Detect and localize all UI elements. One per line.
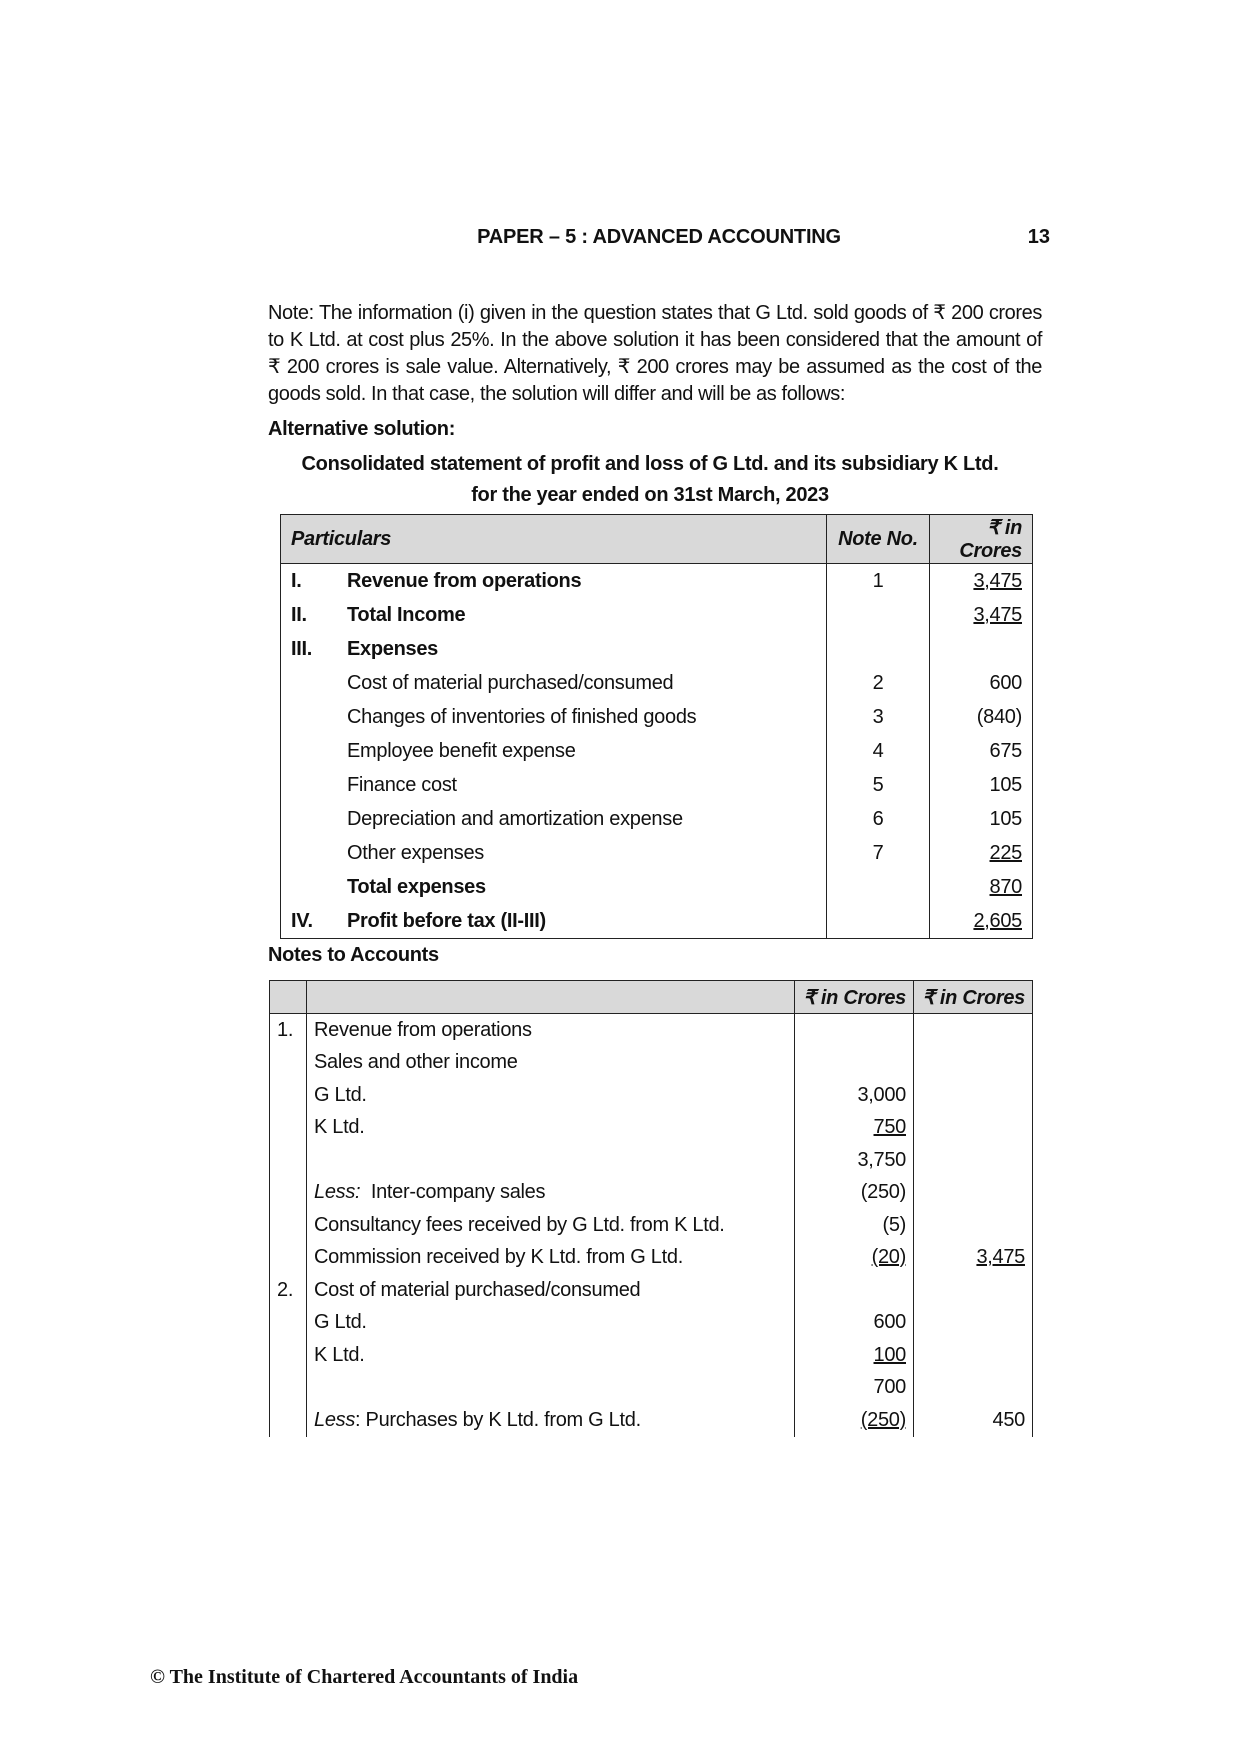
row-amount: 600 [930,666,1033,700]
row-amount [930,632,1033,666]
note-label: G Ltd. [307,1079,795,1112]
note-col2 [914,1307,1033,1340]
header-col2: ₹ in Crores [914,981,1033,1014]
note-index [270,1144,307,1177]
note-index [270,1177,307,1210]
header-note-no: Note No. [827,515,930,564]
row-label: Revenue from operations [337,564,827,599]
table-row [281,734,1033,768]
row-amount: 870 [989,875,1022,898]
row-label: Cost of material purchased/consumed [337,666,827,700]
note-index [270,1404,307,1437]
profit-loss-table [280,514,1033,939]
note-label: Cost of material purchased/consumed [307,1274,795,1307]
note-index [270,1339,307,1372]
row-amount: 105 [930,768,1033,802]
row-note: 1 [827,564,930,599]
row-number [281,666,338,700]
note-col1 [795,1047,914,1080]
note-col2 [914,1274,1033,1307]
row-number [281,734,338,768]
page-header [268,226,1050,252]
note-label: K Ltd. [307,1339,795,1372]
header-title: PAPER – 5 : ADVANCED ACCOUNTING [477,226,841,248]
statement-title: Consolidated statement of profit and loss of G Ltd. and its subsidiary K Ltd. [301,453,999,475]
row-note [827,598,930,632]
row-label: Total Income [337,598,827,632]
row-number [281,836,338,870]
row-note [827,632,930,666]
row-note [827,870,930,904]
less-label: Less: [314,1181,361,1204]
table-header-row [270,981,1033,1014]
table-row [270,1339,1033,1372]
table-row [270,1112,1033,1145]
less-label: Less [314,1408,356,1431]
note-label [307,1372,795,1405]
row-label: Profit before tax (II-III) [337,904,827,939]
table-row [281,598,1033,632]
table-row [270,1144,1033,1177]
row-note: 6 [827,802,930,836]
row-number [281,700,338,734]
note-col1: 100 [873,1343,906,1366]
note-label: Consultancy fees received by G Ltd. from K Ltd. [307,1209,795,1242]
table-row [270,1047,1033,1080]
row-label: Other expenses [337,836,827,870]
note-label [307,1144,795,1177]
table-row [270,1079,1033,1112]
table-row [281,632,1033,666]
table-row [270,1014,1033,1047]
note-col1 [795,1274,914,1307]
table-row [270,1177,1033,1210]
row-number [281,802,338,836]
row-label: Changes of inventories of finished goods [337,700,827,734]
row-amount: 2,605 [973,909,1022,932]
table-row [281,666,1033,700]
note-col1 [795,1014,914,1047]
note-label: Revenue from operations [307,1014,795,1047]
row-amount: 3,475 [973,603,1022,626]
table-row [281,802,1033,836]
row-note: 7 [827,836,930,870]
row-amount: 675 [930,734,1033,768]
note-col1: (250) [795,1177,914,1210]
note-col2 [914,1209,1033,1242]
row-label: Depreciation and amortization expense [337,802,827,836]
note-col2 [914,1112,1033,1145]
table-row [281,836,1033,870]
note-label: Commission received by K Ltd. from G Ltd. [307,1242,795,1275]
row-number: I. [281,564,338,599]
row-note: 4 [827,734,930,768]
note-col1: (250) [860,1408,906,1431]
row-note: 2 [827,666,930,700]
row-amount: 105 [930,802,1033,836]
row-number [281,870,338,904]
note-col2 [914,1014,1033,1047]
note-label: : Purchases by K Ltd. from G Ltd. [355,1408,641,1431]
note-col1: (20) [871,1246,906,1269]
note-col2 [914,1144,1033,1177]
row-note [827,904,930,939]
table-row [281,904,1033,939]
table-row [281,564,1033,599]
note-col1: 700 [795,1372,914,1405]
row-number: III. [281,632,338,666]
note-col2 [914,1047,1033,1080]
table-header-row [281,515,1033,564]
header-col1: ₹ in Crores [795,981,914,1014]
note-label: Inter-company sales [370,1181,546,1204]
note-col2: 3,475 [976,1246,1025,1269]
row-label: Total expenses [337,870,827,904]
note-col1: 3,750 [795,1144,914,1177]
note-col1: (5) [795,1209,914,1242]
alternative-solution-heading: Alternative solution: [268,418,456,440]
note-index [270,1047,307,1080]
note-label: Sales and other income [307,1047,795,1080]
table-row [270,1404,1033,1437]
note-index: 1. [270,1014,307,1047]
note-index [270,1307,307,1340]
note-label: K Ltd. [307,1112,795,1145]
note-col2 [914,1177,1033,1210]
table-row [270,1372,1033,1405]
table-row [281,768,1033,802]
note-index [270,1079,307,1112]
copyright-footer: © The Institute of Chartered Accountants of India [150,1666,579,1688]
note-index: 2. [270,1274,307,1307]
table-row [281,870,1033,904]
notes-table [269,980,1033,1437]
row-amount: (840) [930,700,1033,734]
row-label: Employee benefit expense [337,734,827,768]
table-row [270,1274,1033,1307]
table-row [270,1209,1033,1242]
note-paragraph: Note: The information (i) given in the question states that G Ltd. sold goods of ₹ 200 crores to K Ltd. at cost plus 25%. In the above solution it has been considered that the amount of ₹ 200 crores is sale value. Alternatively, ₹ 200 crores may be assumed as the cost of the goods sold. In that case, the solution will differ and will be as follows: [268,302,1042,405]
note-col2 [914,1079,1033,1112]
note-col1: 600 [795,1307,914,1340]
row-amount: 225 [989,841,1022,864]
row-number: IV. [281,904,338,939]
note-col2: 450 [914,1404,1033,1437]
row-amount: 3,475 [973,569,1022,592]
row-label: Finance cost [337,768,827,802]
note-col1: 750 [873,1116,906,1139]
header-amount: ₹ in Crores [930,515,1033,564]
table-row [270,1307,1033,1340]
row-number: II. [281,598,338,632]
table-row [270,1242,1033,1275]
row-number [281,768,338,802]
note-label: G Ltd. [307,1307,795,1340]
note-col2 [914,1339,1033,1372]
notes-to-accounts-heading: Notes to Accounts [268,944,439,966]
table-row [281,700,1033,734]
row-label: Expenses [337,632,827,666]
note-index [270,1372,307,1405]
note-col2 [914,1372,1033,1405]
statement-subtitle: for the year ended on 31st March, 2023 [471,484,829,506]
note-col1: 3,000 [795,1079,914,1112]
row-note: 3 [827,700,930,734]
note-index [270,1112,307,1145]
row-note: 5 [827,768,930,802]
note-index [270,1242,307,1275]
page-number: 13 [1027,226,1050,248]
note-index [270,1209,307,1242]
header-particulars: Particulars [281,515,827,564]
